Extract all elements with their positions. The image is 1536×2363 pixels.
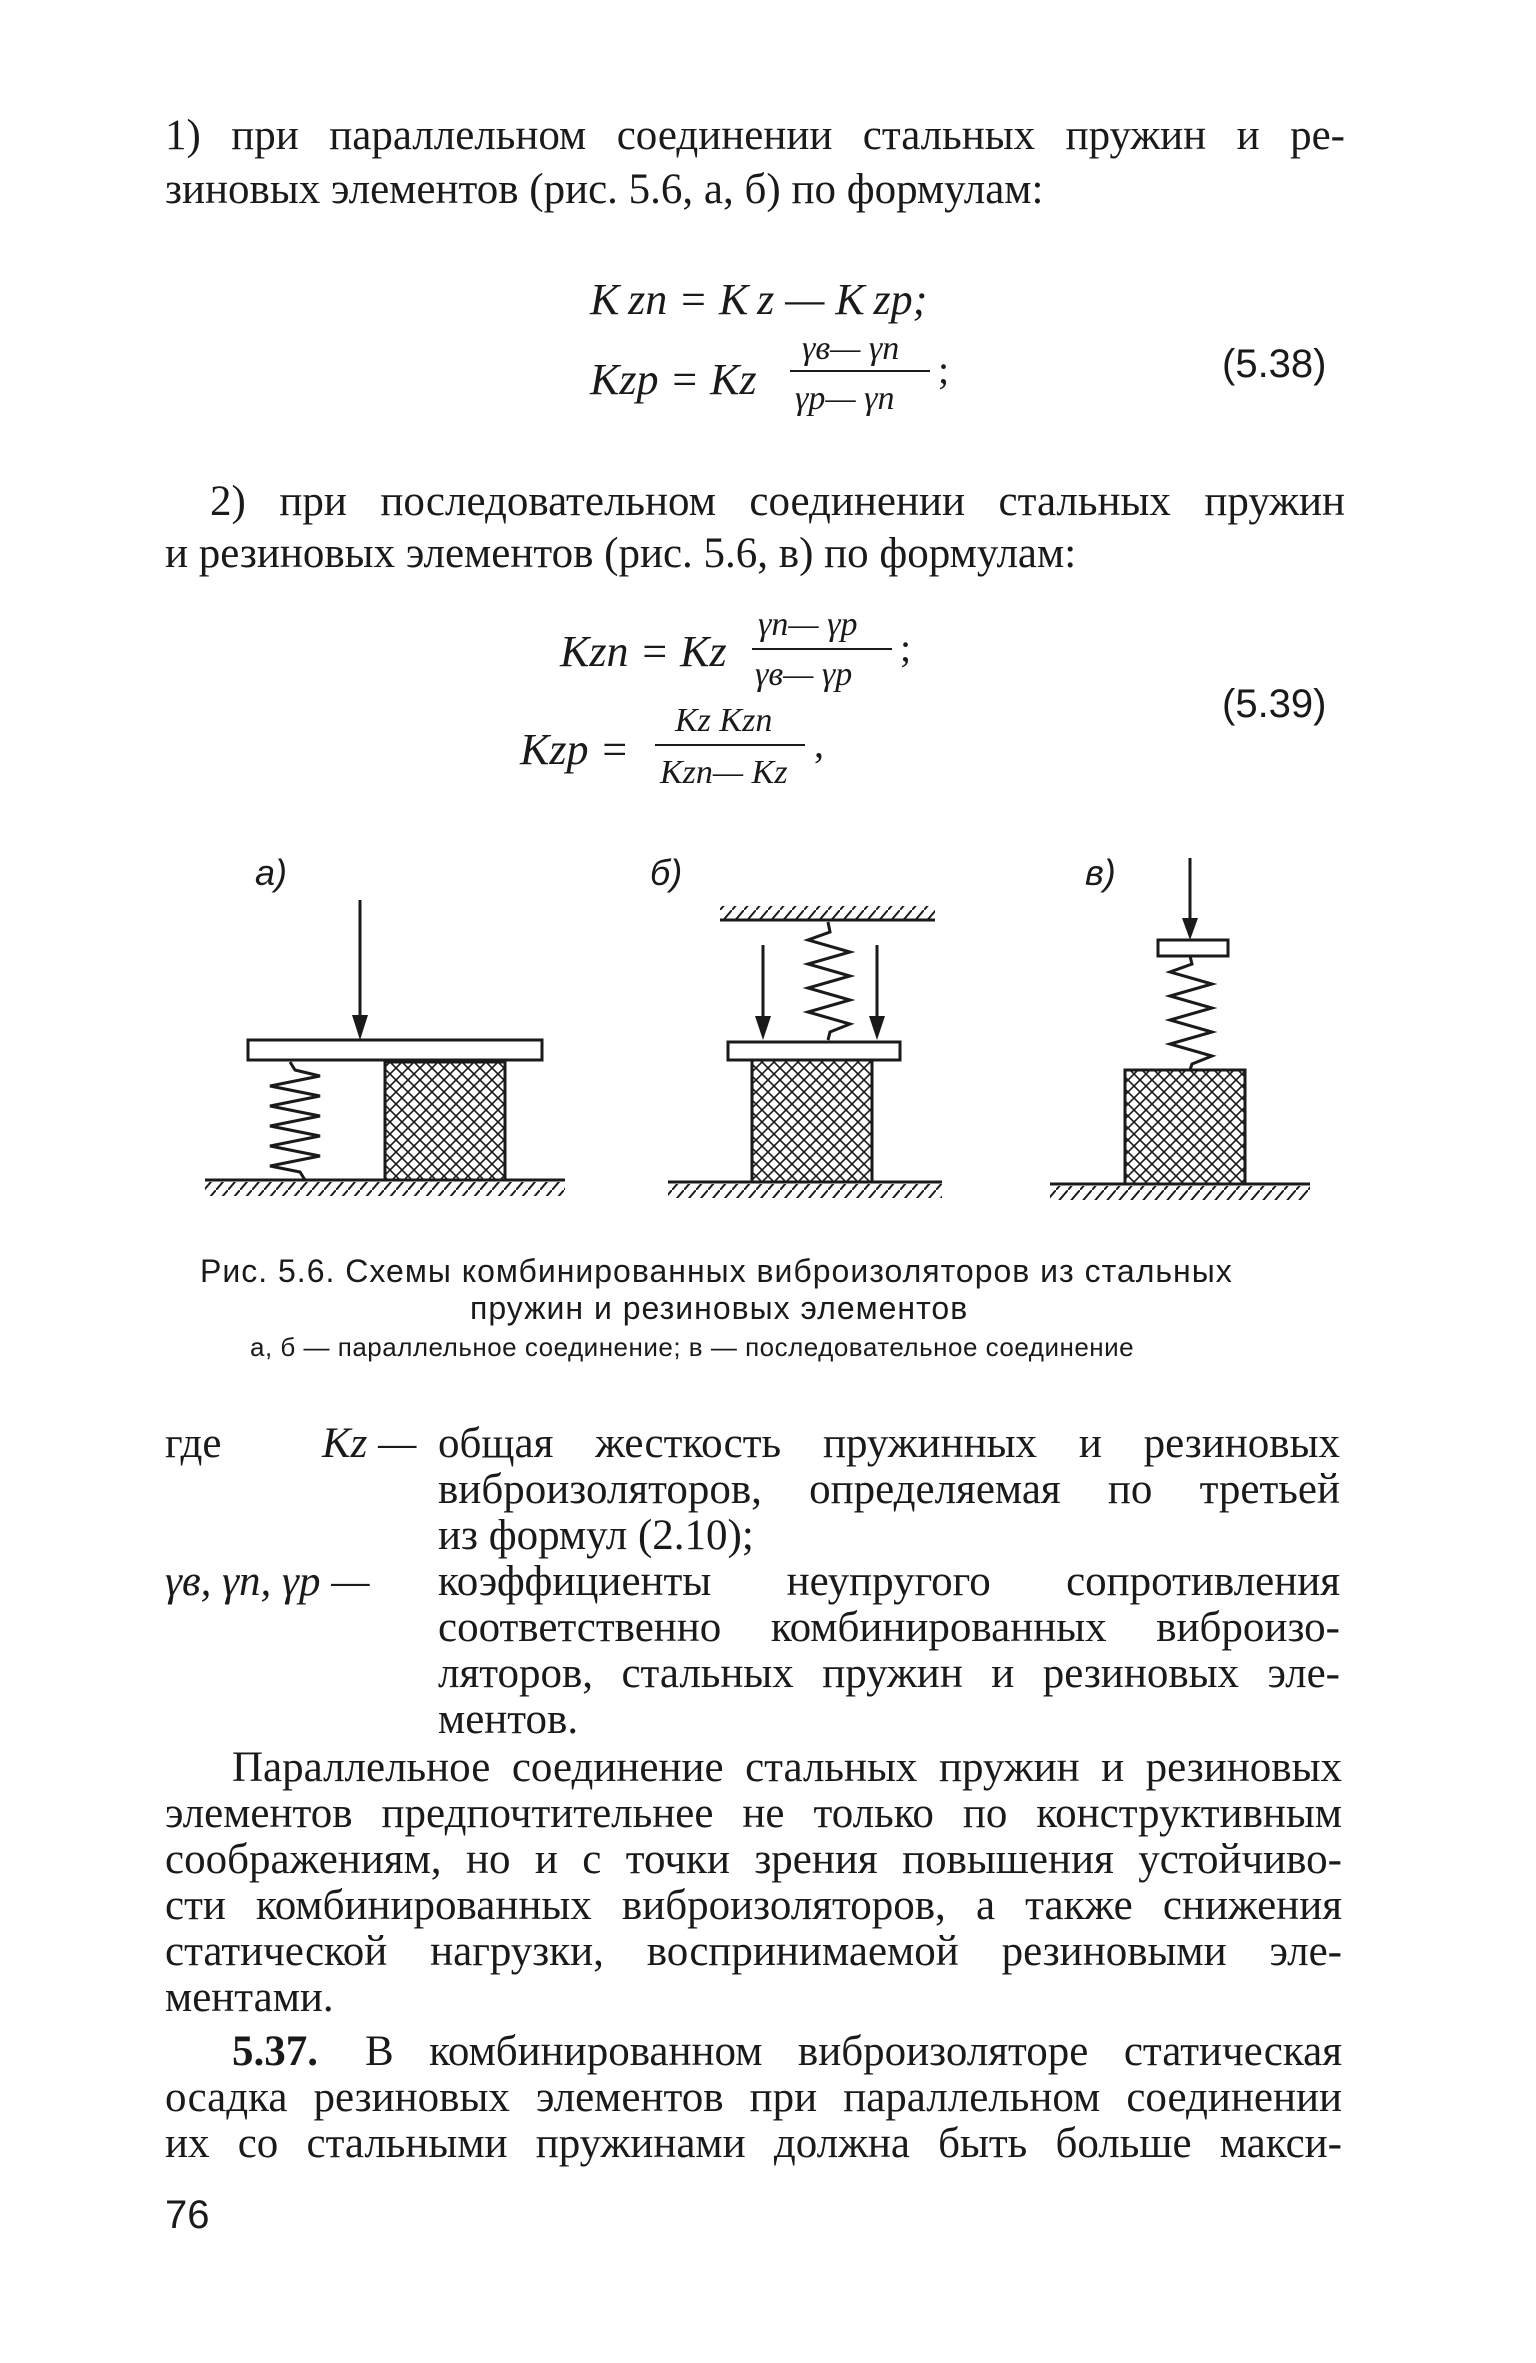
paragraph-line-4: сти комбинированных виброизоляторов, а также снижения (165, 1882, 1342, 1929)
definition-2-line-2: соответственно комбинированных виброизо- (438, 1604, 1340, 1651)
definition-2-line-4: ментов. (438, 1696, 579, 1743)
formula-5-38 (590, 275, 1350, 460)
arrow-head (755, 1016, 771, 1040)
figure-caption-line-2: пружин и резиновых элементов (470, 1290, 969, 1326)
paragraph-line-3: соображениям, но и с точки зрения повышения устойчиво- (165, 1836, 1342, 1883)
clause-line-1: В комбинированном виброизоляторе статическая (365, 2028, 1342, 2075)
definition-2-line-3: ляторов, стальных пружин и резиновых эле- (438, 1650, 1340, 1697)
arrow-head (1182, 918, 1198, 940)
symbols-gamma: γв, γп, γр — (165, 1558, 370, 1605)
formula-5-38-eq2-lhs: Kzр = Kz (590, 355, 757, 404)
formula-5-39-eq2-denominator: Kzп— Kz (660, 754, 788, 791)
symbol-kz: Kz — (322, 1420, 417, 1467)
steel-spring (808, 922, 850, 1040)
figure-legend: а, б — параллельное соединение; в — последовательное соединение (250, 1332, 1135, 1362)
intro-line-1: 1) при параллельном соединении стальных пружин и ре- (165, 112, 1345, 159)
load-plate (728, 1042, 900, 1060)
second-line-1: 2) при последовательном соединении стальных пружин (210, 478, 1345, 525)
paragraph-line-2: элементов предпочтительнее не только по конструктивным (165, 1790, 1342, 1837)
definition-1-line-3: из формул (2.10); (438, 1512, 754, 1559)
page-number: 76 (165, 2193, 210, 2237)
figure-label-b: б) (650, 852, 683, 893)
formula-5-38-number: (5.38) (1222, 342, 1327, 386)
ceiling-hatch (720, 906, 935, 920)
formula-5-39-eq1-numerator: γп— γр (758, 606, 858, 643)
steel-spring (270, 1062, 320, 1180)
fraction-bar (752, 648, 892, 650)
load-plate (248, 1040, 542, 1060)
paragraph-line-5: статической нагрузки, воспринимаемой резиновыми эле- (165, 1928, 1342, 1975)
arrow-head (352, 1015, 368, 1040)
figure-label-a: а) (255, 852, 288, 893)
scheme-b (668, 906, 942, 1198)
load-plate (1158, 940, 1228, 956)
fraction-bar (790, 370, 930, 372)
arrow-head (869, 1016, 885, 1040)
rubber-element (385, 1062, 505, 1180)
rubber-element (1125, 1070, 1245, 1184)
formula-5-39-eq1-lhs: Kzп = Kz (560, 627, 727, 676)
paragraph-line-6: ментами. (165, 1974, 334, 2021)
clause-number: 5.37. (232, 2028, 318, 2075)
definition-2-line-1: коэффициенты неупругого сопротивления (438, 1558, 1340, 1605)
clause-line-2: осадка резиновых элементов при параллельном соединении (165, 2074, 1342, 2121)
definition-1-line-2: виброизоляторов, определяемая по третьей (438, 1466, 1340, 1513)
rubber-element (752, 1060, 872, 1182)
scheme-a (205, 900, 565, 1196)
fraction-bar (655, 744, 805, 746)
paragraph-line-1: Параллельное соединение стальных пружин и резиновых (232, 1744, 1342, 1791)
ground-hatch (668, 1184, 942, 1198)
vibration-isolator-diagram (0, 840, 1536, 1220)
formula-5-38-eq1: K zп = K z — K zр; (590, 275, 928, 324)
scheme-v (1050, 858, 1310, 1200)
formula-5-39-eq2-end: , (814, 721, 824, 766)
figure-caption-line-1: Рис. 5.6. Схемы комбинированных виброизоляторов из стальных (200, 1253, 1233, 1289)
clause-line-3: их со стальными пружинами должна быть больше макси- (165, 2120, 1342, 2167)
where-label: где (165, 1420, 222, 1467)
formula-5-39-eq2-numerator: Kz Kzп (675, 702, 773, 739)
ground-hatch (1050, 1186, 1310, 1200)
formula-5-39-number: (5.39) (1222, 682, 1327, 726)
formula-5-39-eq1-end: ; (900, 625, 912, 670)
intro-line-2: зиновых элементов (рис. 5.6, а, б) по формулам: (165, 166, 1044, 213)
formula-5-39-eq2-lhs: Kzр = (520, 725, 630, 774)
formula-5-38-eq2-denominator: γр— γп (795, 380, 895, 417)
figure-label-v: в) (1085, 852, 1116, 893)
second-line-2: и резиновых элементов (рис. 5.6, в) по формулам: (165, 530, 1077, 577)
steel-spring (1170, 956, 1212, 1070)
formula-5-39 (520, 600, 1350, 830)
formula-5-39-eq1-denominator: γв— γр (755, 656, 853, 693)
definition-1-line-1: общая жесткость пружинных и резиновых (438, 1420, 1340, 1467)
ground-hatch (205, 1182, 565, 1196)
formula-5-38-eq2-numerator: γв— γп (802, 330, 900, 367)
formula-5-38-eq2-end: ; (938, 347, 950, 392)
